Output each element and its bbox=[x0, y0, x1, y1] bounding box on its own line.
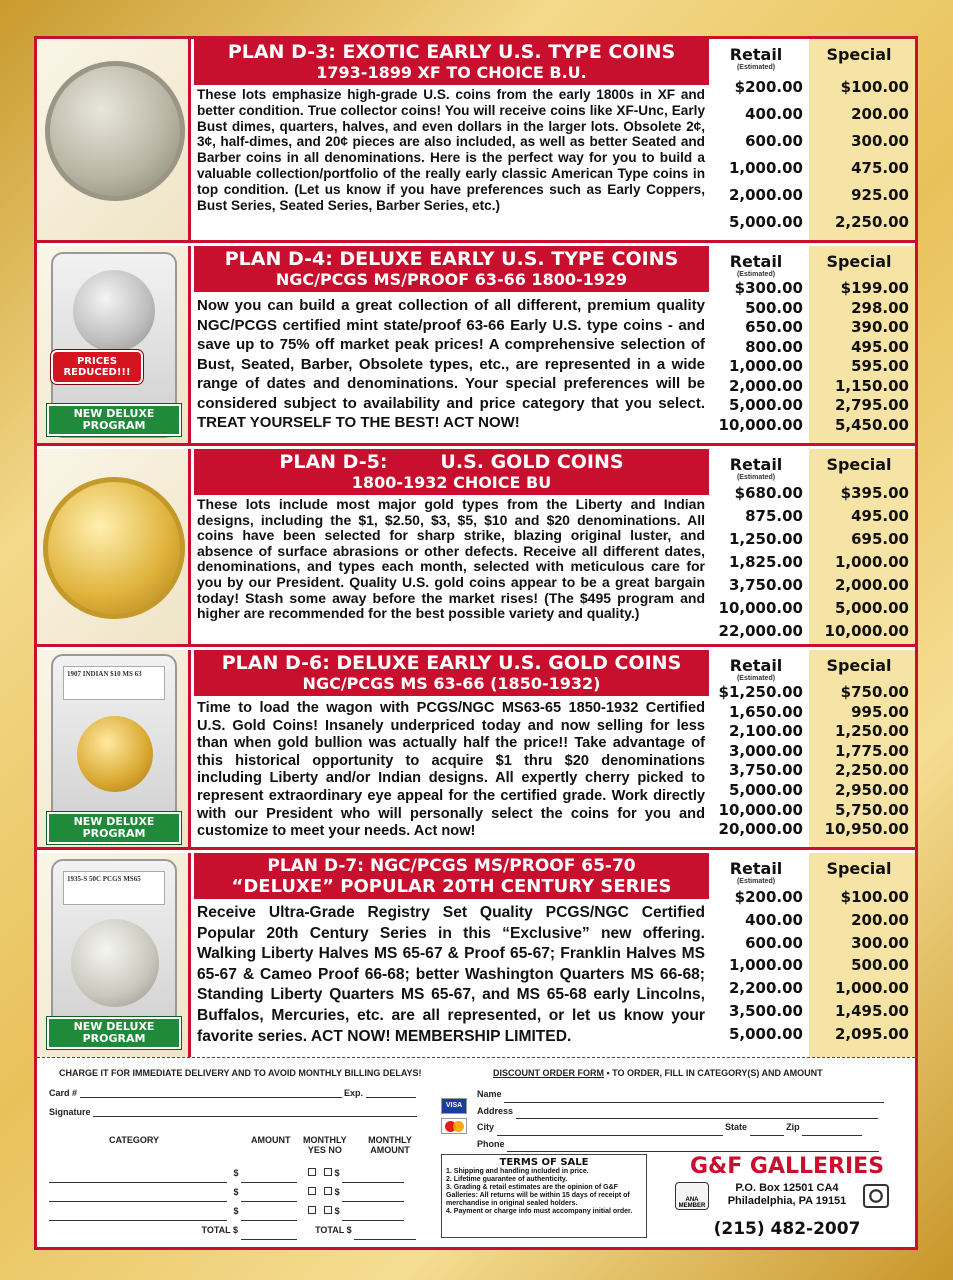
special-header: Special bbox=[826, 859, 892, 878]
plan-d4 bbox=[37, 246, 915, 446]
price: 3,500.00 bbox=[728, 1001, 803, 1020]
price: 495.00 bbox=[851, 507, 909, 525]
price: 5,000.00 bbox=[728, 213, 803, 231]
plan-d7-subtitle: “DELUXE” POPULAR 20TH CENTURY SERIES bbox=[231, 876, 672, 897]
plan-d7-special-column bbox=[809, 853, 915, 1057]
retail-subheader: (Estimated) bbox=[736, 474, 776, 481]
price: 2,000.00 bbox=[834, 576, 909, 594]
brand-address-2: Philadelphia, PA 19151 bbox=[727, 1195, 847, 1207]
prices-reduced-burst: PRICES REDUCED!!! bbox=[51, 350, 143, 384]
yes-checkbox[interactable] bbox=[308, 1187, 316, 1195]
price: 1,650.00 bbox=[728, 702, 803, 721]
price: 2,250.00 bbox=[834, 761, 909, 780]
brand-block bbox=[667, 1154, 907, 1239]
name-field[interactable] bbox=[504, 1093, 884, 1103]
plan-d3 bbox=[37, 39, 915, 243]
price: 5,000.00 bbox=[728, 1024, 803, 1043]
new-deluxe-badge: NEW DELUXE PROGRAM bbox=[47, 812, 181, 844]
monthly-amount-header: MONTHLY AMOUNT bbox=[368, 1135, 412, 1155]
special-header: Special bbox=[826, 45, 892, 64]
price: 10,000.00 bbox=[718, 599, 803, 617]
price: 1,775.00 bbox=[834, 741, 909, 760]
indian-gold-coin-icon bbox=[43, 477, 185, 619]
new-deluxe-badge: NEW DELUXE PROGRAM bbox=[47, 404, 181, 436]
price: 300.00 bbox=[851, 132, 909, 150]
price: 800.00 bbox=[745, 337, 803, 356]
special-header: Special bbox=[826, 656, 892, 675]
plan-d3-retail-prices bbox=[709, 72, 803, 236]
price: 1,000.00 bbox=[728, 159, 803, 177]
visa-icon bbox=[441, 1098, 467, 1114]
order-row bbox=[49, 1183, 416, 1202]
price: 2,950.00 bbox=[834, 780, 909, 799]
plan-d3-description: These lots emphasize high-grade U.S. coins from the early 1800s in XF and better condition. True collector coins! You will receive coins like XF-Unc, Early Bust dimes, quarters, halves, and even dollars in the larger lots. Obsolete 2¢, 3¢, half-dimes, and 20¢ pieces are also included, as well as better Seated and Barber coins in all denominations. Here is the perfect way for you to build a valuable collection/portfolio of the really early classic American Type coins in top condition. (Let us know if you have preferences such as Early Coppers, Bust Series, Seated Series, Barber Series, etc.) bbox=[197, 87, 705, 213]
charge-note: CHARGE IT FOR IMMEDIATE DELIVERY AND TO AVOID MONTHLY BILLING DELAYS! bbox=[59, 1068, 422, 1078]
dollar-sign: $ bbox=[334, 1168, 340, 1178]
price: 390.00 bbox=[851, 318, 909, 336]
terms-of-sale bbox=[441, 1154, 647, 1238]
monthly-header: MONTHLY bbox=[303, 1135, 347, 1145]
monthly-amount-field[interactable] bbox=[342, 1211, 404, 1221]
plan-d6-special-column bbox=[809, 650, 915, 847]
price: 500.00 bbox=[851, 956, 909, 975]
total-amount-field[interactable] bbox=[241, 1230, 297, 1240]
yes-checkbox[interactable] bbox=[308, 1206, 316, 1214]
price: 10,000.00 bbox=[718, 800, 803, 819]
plan-d6-retail-column bbox=[709, 650, 809, 847]
plan-d5-subtitle: 1800-1932 CHOICE BU bbox=[351, 473, 552, 492]
price: 22,000.00 bbox=[718, 622, 803, 640]
yes-no-header: YES NO bbox=[307, 1145, 342, 1155]
plan-d6-title: PLAN D-6: DELUXE EARLY U.S. GOLD COINS bbox=[221, 652, 682, 674]
price: $1,250.00 bbox=[718, 683, 803, 701]
exp-field[interactable] bbox=[366, 1088, 416, 1098]
zip-label: Zip bbox=[786, 1122, 800, 1132]
plan-d3-subtitle: 1793-1899 XF TO CHOICE B.U. bbox=[316, 63, 587, 82]
total-label: TOTAL $ bbox=[201, 1225, 239, 1235]
special-header: Special bbox=[826, 252, 892, 271]
order-row bbox=[49, 1202, 416, 1221]
price: $680.00 bbox=[734, 484, 803, 502]
order-rows bbox=[49, 1164, 416, 1240]
retail-header: Retail bbox=[729, 859, 783, 878]
price: 3,750.00 bbox=[728, 761, 803, 780]
amount-field[interactable] bbox=[241, 1211, 297, 1221]
state-label: State bbox=[725, 1122, 748, 1132]
plan-d5-image bbox=[37, 449, 191, 644]
barber-coin-icon bbox=[73, 270, 155, 352]
monthly-amount-field[interactable] bbox=[342, 1173, 404, 1183]
ana-member-icon bbox=[675, 1182, 709, 1210]
address-label: Address bbox=[477, 1105, 514, 1116]
plan-d4-description: Now you can build a great collection of all different, premium quality NGC/PCGS certified mint state/proof 63-66 Early U.S. type coins - and save up to 75% off market peak prices! A comprehensive selection of Bust, Seated, Barber, Obsolete types, etc., are represented in a wide range of dates and denominations. Your special preferences will be considered subject to availability and price category that you select. TREAT YOURSELF TO THE BEST! ACT NOW! bbox=[197, 297, 705, 431]
price: 475.00 bbox=[851, 159, 909, 177]
state-field[interactable] bbox=[750, 1126, 784, 1136]
plan-d3-image bbox=[37, 39, 191, 240]
price: 1,150.00 bbox=[834, 376, 909, 395]
plan-d3-special-column bbox=[809, 39, 915, 240]
plan-d3-retail-column bbox=[709, 39, 809, 240]
plan-d4-special-prices bbox=[809, 279, 909, 435]
brand-address-1: P.O. Box 12501 CA4 bbox=[735, 1182, 839, 1194]
slab-label: 1907 INDIAN $10 MS 63 bbox=[63, 666, 165, 700]
plan-d6-description: Time to load the wagon with PCGS/NGC MS63-65 1850-1932 Certified U.S. Gold Coins! Insanely underpriced today and now selling for less than when gold bullion was actually half the price!! Take advantage of this historical opportunity to acquire $1 thru $20 denominations including Liberty and/or Indian designs. All expertly cherry picked to represent extraordinary eye appeal for the certified grade. Work directly with our President who will personally select the coins for you and customize to meet your needs. Act now! bbox=[197, 700, 705, 840]
city-field[interactable] bbox=[497, 1126, 723, 1136]
pngda-seal-icon bbox=[863, 1184, 889, 1208]
price: 5,000.00 bbox=[728, 396, 803, 414]
retail-subheader: (Estimated) bbox=[736, 64, 776, 71]
price: 2,000.00 bbox=[728, 186, 803, 204]
plan-d3-special-prices bbox=[809, 72, 909, 236]
address-field[interactable] bbox=[516, 1109, 878, 1119]
card-number-field[interactable] bbox=[80, 1088, 342, 1098]
price: 3,000.00 bbox=[728, 741, 803, 760]
form-instructions: • TO ORDER, FILL IN CATEGORY(S) AND AMOUNT bbox=[606, 1068, 823, 1078]
price: 695.00 bbox=[851, 530, 909, 548]
zip-field[interactable] bbox=[802, 1126, 862, 1136]
price: 3,750.00 bbox=[728, 576, 803, 594]
dollar-sign: $ bbox=[233, 1187, 239, 1197]
price: 200.00 bbox=[851, 105, 909, 123]
plan-d5-special-column bbox=[809, 449, 915, 644]
price: 495.00 bbox=[851, 337, 909, 356]
terms-item: 4. Payment or charge info must accompany initial order. bbox=[446, 1208, 633, 1215]
price: 298.00 bbox=[851, 298, 909, 317]
plan-d7 bbox=[37, 853, 915, 1057]
price: 1,000.00 bbox=[728, 956, 803, 975]
category-field[interactable] bbox=[49, 1192, 227, 1202]
plan-d7-retail-column bbox=[709, 853, 809, 1057]
price: 650.00 bbox=[745, 318, 803, 336]
retail-header: Retail bbox=[729, 252, 783, 271]
plan-d3-title: PLAN D-3: EXOTIC EARLY U.S. TYPE COINS bbox=[227, 41, 676, 63]
price: $300.00 bbox=[734, 279, 803, 297]
dollar-sign: $ bbox=[233, 1206, 239, 1216]
price: 10,000.00 bbox=[718, 415, 803, 434]
dollar-sign: $ bbox=[233, 1168, 239, 1178]
plan-d7-retail-prices bbox=[709, 886, 803, 1046]
plan-d3-header bbox=[194, 39, 709, 85]
price: $200.00 bbox=[734, 888, 803, 906]
plan-d7-image bbox=[37, 853, 191, 1057]
price: 1,250.00 bbox=[728, 530, 803, 548]
plan-d4-image bbox=[37, 246, 191, 443]
plan-d4-retail-prices bbox=[709, 279, 803, 435]
plan-d7-special-prices bbox=[809, 886, 909, 1046]
signature-label: Signature bbox=[49, 1107, 91, 1117]
price: 600.00 bbox=[745, 933, 803, 952]
retail-subheader: (Estimated) bbox=[736, 878, 776, 885]
plan-d4-subtitle: NGC/PCGS MS/PROOF 63-66 1800-1929 bbox=[275, 270, 628, 289]
seated-liberty-coin-icon bbox=[45, 61, 185, 201]
price: 1,000.00 bbox=[834, 979, 909, 998]
plan-d4-retail-column bbox=[709, 246, 809, 443]
plan-d4-title: PLAN D-4: DELUXE EARLY U.S. TYPE COINS bbox=[224, 248, 679, 270]
price: $750.00 bbox=[840, 683, 909, 701]
price: 1,250.00 bbox=[834, 722, 909, 741]
price: 1,825.00 bbox=[728, 553, 803, 571]
brand-name: G&F GALLERIES bbox=[689, 1154, 885, 1179]
monthly-amount-field[interactable] bbox=[342, 1192, 404, 1202]
price: 2,100.00 bbox=[728, 722, 803, 741]
no-checkbox[interactable] bbox=[324, 1168, 332, 1176]
dollar-sign: $ bbox=[334, 1206, 340, 1216]
city-label: City bbox=[477, 1122, 495, 1132]
form-title: DISCOUNT ORDER FORM bbox=[493, 1068, 604, 1078]
visa-label: VISA bbox=[445, 1102, 463, 1109]
price: 2,250.00 bbox=[834, 213, 909, 231]
retail-subheader: (Estimated) bbox=[736, 675, 776, 682]
price: 5,000.00 bbox=[728, 780, 803, 799]
totals-row bbox=[49, 1221, 416, 1240]
price: 875.00 bbox=[745, 507, 803, 525]
plan-d5-retail-column bbox=[709, 449, 809, 644]
price: $100.00 bbox=[840, 888, 909, 906]
retail-header: Retail bbox=[729, 45, 783, 64]
price: $199.00 bbox=[840, 279, 909, 297]
plan-d7-header bbox=[194, 853, 709, 899]
category-header: CATEGORY bbox=[109, 1135, 160, 1145]
price: 5,000.00 bbox=[834, 599, 909, 617]
name-label: Name bbox=[477, 1089, 502, 1099]
price: 595.00 bbox=[851, 357, 909, 375]
plan-d5-retail-prices bbox=[709, 482, 803, 643]
price: 2,795.00 bbox=[834, 396, 909, 414]
monthly-total-field[interactable] bbox=[354, 1230, 416, 1240]
price: 300.00 bbox=[851, 933, 909, 952]
price: 1,000.00 bbox=[834, 553, 909, 571]
advertisement-page bbox=[34, 36, 918, 1250]
order-form bbox=[37, 1057, 915, 1247]
plan-d6-special-prices bbox=[809, 683, 909, 840]
walking-liberty-coin-icon bbox=[71, 919, 159, 1007]
price: 5,450.00 bbox=[834, 415, 909, 434]
brand-phone[interactable]: (215) 482-2007 bbox=[713, 1219, 861, 1239]
slab-label: 1935-S 50C PCGS MS65 bbox=[63, 871, 165, 905]
price: 400.00 bbox=[745, 105, 803, 123]
plan-d5-header bbox=[194, 449, 709, 495]
yes-checkbox[interactable] bbox=[308, 1168, 316, 1176]
plan-d7-title: PLAN D-7: NGC/PCGS MS/PROOF 65-70 bbox=[267, 856, 636, 876]
amount-field[interactable] bbox=[241, 1192, 297, 1202]
dollar-sign: $ bbox=[334, 1187, 340, 1197]
plan-d5-special-prices bbox=[809, 482, 909, 643]
price: 995.00 bbox=[851, 702, 909, 721]
terms-title: TERMS OF SALE bbox=[499, 1157, 589, 1168]
plan-d6-retail-prices bbox=[709, 683, 803, 840]
category-field[interactable] bbox=[49, 1211, 227, 1221]
exp-label: Exp. bbox=[344, 1088, 364, 1098]
price: 500.00 bbox=[745, 298, 803, 317]
no-checkbox[interactable] bbox=[324, 1187, 332, 1195]
price: 600.00 bbox=[745, 132, 803, 150]
plan-d5-title: PLAN D-5: U.S. GOLD COINS bbox=[279, 451, 624, 473]
plan-d6 bbox=[37, 650, 915, 850]
plan-d5-description: These lots include most major gold types from the Liberty and Indian designs, including the $1, $2.50, $3, $5, $10 and $20 denominations. All coins have been selected for sharp strike, blazing original luster, and absence of surface abrasions or other defects. Receive all different dates, denominations, and types each month, selected with meticulous care for you by our President. Quality U.S. gold coins appear to be a great bargain today! Stash some away before the market rises! (The $495 program and higher are recommended for the best possible variety and quality.) bbox=[197, 496, 705, 622]
price: 925.00 bbox=[851, 186, 909, 204]
price: 10,950.00 bbox=[824, 820, 909, 839]
plan-d6-image bbox=[37, 650, 191, 847]
price: 2,000.00 bbox=[728, 376, 803, 395]
retail-header: Retail bbox=[729, 455, 783, 474]
plan-d6-subtitle: NGC/PCGS MS 63-66 (1850-1932) bbox=[302, 674, 601, 693]
order-row bbox=[49, 1164, 416, 1183]
price: $395.00 bbox=[840, 484, 909, 502]
card-label: Card # bbox=[49, 1088, 78, 1098]
plan-d4-special-column bbox=[809, 246, 915, 443]
plan-d6-header bbox=[194, 650, 709, 696]
amount-header: AMOUNT bbox=[251, 1135, 291, 1145]
plan-d7-description: Receive Ultra-Grade Registry Set Quality PCGS/NGC Certified Popular 20th Century Series in this “Exclusive” new offering. Walking Liberty Halves MS 65-67 & Proof 65-67; Franklin Halves MS 65-67 & Cameo Proof 66-68; better Washington Quarters MS 66-68; Standing Liberty Quarters MS 65-67, and MS 65-68 early Lincolns, Buffalos, Mercuries, etc. are all represented, or let us know your favorite series. ACT NOW! MEMBERSHIP LIMITED. bbox=[197, 904, 705, 1045]
price: $100.00 bbox=[840, 78, 909, 96]
terms-item: 2. Lifetime guarantee of authenticity. bbox=[446, 1176, 568, 1183]
amount-field[interactable] bbox=[241, 1173, 297, 1183]
price: 2,095.00 bbox=[834, 1024, 909, 1043]
monthly-total-label: TOTAL $ bbox=[315, 1225, 352, 1235]
ana-member-label: ANA MEMBER bbox=[678, 1197, 706, 1209]
price: 1,000.00 bbox=[728, 357, 803, 375]
price: 20,000.00 bbox=[718, 820, 803, 839]
mastercard-icon bbox=[441, 1118, 467, 1134]
indian-gold-coin-icon bbox=[77, 716, 153, 792]
price: 400.00 bbox=[745, 910, 803, 929]
phone-field[interactable] bbox=[507, 1142, 879, 1152]
terms-item: 1. Shipping and handling included in price. bbox=[446, 1168, 589, 1175]
price: $200.00 bbox=[734, 78, 803, 96]
price: 2,200.00 bbox=[728, 979, 803, 998]
special-header: Special bbox=[826, 455, 892, 474]
price: 10,000.00 bbox=[824, 622, 909, 640]
retail-header: Retail bbox=[729, 656, 783, 675]
price: 200.00 bbox=[851, 910, 909, 929]
price: 5,750.00 bbox=[834, 800, 909, 819]
plan-d4-header bbox=[194, 246, 709, 292]
phone-label: Phone bbox=[477, 1138, 505, 1149]
terms-item: 3. Grading & retail estimates are the opinion of G&F Galleries: All returns will be within 15 days of receipt of merchandise in original sealed holders. bbox=[446, 1184, 630, 1207]
price: 1,495.00 bbox=[834, 1001, 909, 1020]
retail-subheader: (Estimated) bbox=[736, 271, 776, 278]
signature-field[interactable] bbox=[93, 1107, 417, 1117]
no-checkbox[interactable] bbox=[324, 1206, 332, 1214]
plan-d5 bbox=[37, 449, 915, 647]
category-field[interactable] bbox=[49, 1173, 227, 1183]
new-deluxe-badge: NEW DELUXE PROGRAM bbox=[47, 1017, 181, 1049]
